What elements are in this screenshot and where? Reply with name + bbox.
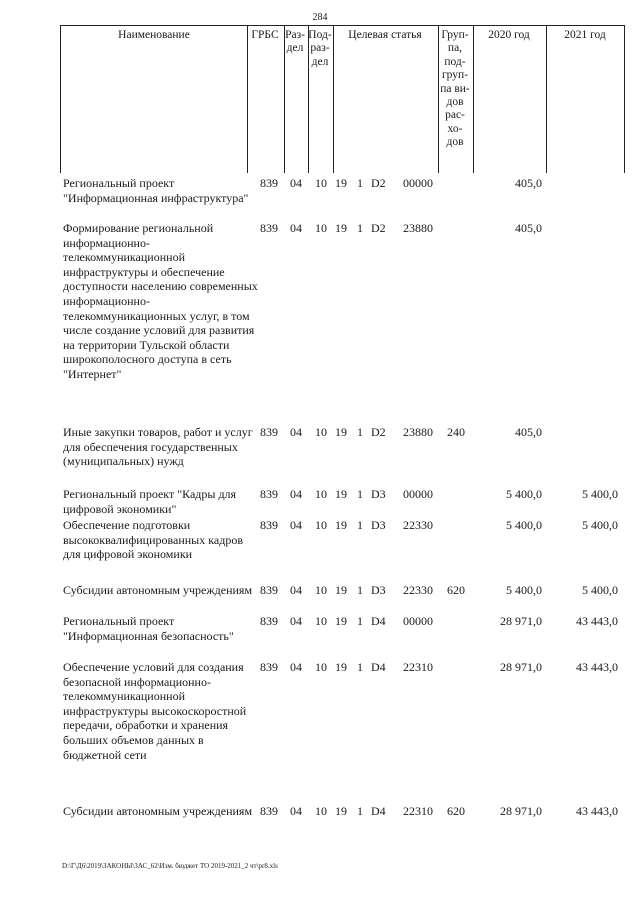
header-2020: 2020 год — [488, 29, 530, 41]
row-target-sub: 1 — [357, 660, 363, 674]
header-podrazdel: Под- раз- дел — [308, 29, 332, 68]
row-target-sub: 1 — [357, 804, 363, 818]
row-target-project: D3 — [371, 487, 386, 501]
row-target-program: 19 — [335, 487, 347, 501]
row-2021: 43 443,0 — [576, 614, 618, 628]
row-grbs: 839 — [260, 221, 278, 235]
row-razdel: 04 — [290, 804, 302, 818]
row-name: Обеспечение подготовки высококвалифицированных кадров для цифровой экономики — [63, 518, 243, 562]
row-target-sub: 1 — [357, 614, 363, 628]
row-target-project: D2 — [371, 221, 386, 235]
row-razdel: 04 — [290, 425, 302, 439]
row-target-sub: 1 — [357, 583, 363, 597]
row-grbs: 839 — [260, 425, 278, 439]
row-target-project: D4 — [371, 804, 386, 818]
row-razdel: 04 — [290, 176, 302, 190]
row-target-program: 19 — [335, 221, 347, 235]
row-target-project: D2 — [371, 425, 386, 439]
header-target: Целевая статья — [348, 29, 422, 41]
row-2021: 5 400,0 — [582, 518, 618, 532]
row-target-code: 22310 — [403, 660, 433, 674]
column-divider — [473, 26, 474, 173]
row-razdel: 04 — [290, 487, 302, 501]
footer-file-path: D:\Г\Д6\2019\ЗАКОНЫ\ЗАС_62\Изм. бюджет ТО 2019-2021_2 чт\pr8.xls — [62, 862, 278, 870]
header-vr: Груп- па, под- груп- па ви- дов рас- хо- дов — [440, 29, 470, 149]
table-header — [60, 25, 625, 173]
row-podrazdel: 10 — [315, 518, 327, 532]
header-grbs: ГРБС — [251, 29, 279, 41]
row-target-program: 19 — [335, 176, 347, 190]
row-2020: 405,0 — [515, 176, 542, 190]
row-target-code: 00000 — [403, 614, 433, 628]
page-number: 284 — [312, 12, 328, 23]
row-grbs: 839 — [260, 487, 278, 501]
row-2020: 28 971,0 — [500, 614, 542, 628]
row-razdel: 04 — [290, 518, 302, 532]
column-divider — [546, 26, 547, 173]
row-target-sub: 1 — [357, 221, 363, 235]
row-name: Региональный проект "Информационная безопасность" — [63, 614, 234, 643]
row-2020: 405,0 — [515, 221, 542, 235]
row-target-project: D4 — [371, 660, 386, 674]
row-target-code: 00000 — [403, 176, 433, 190]
row-target-project: D2 — [371, 176, 386, 190]
row-target-project: D4 — [371, 614, 386, 628]
row-name: Обеспечение условий для создания безопасной информационно-телекоммуникационной инфраструктуры высокоскоростной передачи, обработки и хранения больших объемов данных в бюджетной сети — [63, 660, 247, 762]
row-target-code: 22310 — [403, 804, 433, 818]
row-grbs: 839 — [260, 176, 278, 190]
row-target-project: D3 — [371, 583, 386, 597]
header-razdel: Раз- дел — [285, 29, 305, 55]
row-target-sub: 1 — [357, 487, 363, 501]
row-podrazdel: 10 — [315, 487, 327, 501]
row-razdel: 04 — [290, 221, 302, 235]
row-name: Региональный проект "Кадры для цифровой экономики" — [63, 487, 237, 516]
row-2020: 5 400,0 — [506, 518, 542, 532]
header-2021: 2021 год — [564, 29, 606, 41]
row-podrazdel: 10 — [315, 614, 327, 628]
row-razdel: 04 — [290, 660, 302, 674]
row-2020: 5 400,0 — [506, 487, 542, 501]
row-name: Субсидии автономным учреждениям — [63, 583, 253, 597]
row-name: Формирование региональной информационно-телекоммуникационной инфраструктуры и обеспечение доступности населению современных информационно-телекоммуникационных услуг, в том числе создание условий для развития на территории Тульской области широкополосного доступа в сеть "Интернет" — [63, 221, 258, 381]
row-2021: 5 400,0 — [582, 487, 618, 501]
row-vr: 620 — [447, 804, 465, 818]
row-razdel: 04 — [290, 583, 302, 597]
row-vr: 240 — [447, 425, 465, 439]
row-target-program: 19 — [335, 583, 347, 597]
row-grbs: 839 — [260, 804, 278, 818]
row-name: Иные закупки товаров, работ и услуг для обеспечения государственных (муниципальных) нужд — [63, 425, 253, 469]
row-2020: 28 971,0 — [500, 660, 542, 674]
row-2020: 28 971,0 — [500, 804, 542, 818]
row-razdel: 04 — [290, 614, 302, 628]
row-2021: 43 443,0 — [576, 804, 618, 818]
row-target-program: 19 — [335, 425, 347, 439]
row-grbs: 839 — [260, 660, 278, 674]
row-podrazdel: 10 — [315, 660, 327, 674]
row-grbs: 839 — [260, 614, 278, 628]
row-grbs: 839 — [260, 583, 278, 597]
row-target-sub: 1 — [357, 425, 363, 439]
row-2020: 405,0 — [515, 425, 542, 439]
row-podrazdel: 10 — [315, 176, 327, 190]
row-podrazdel: 10 — [315, 425, 327, 439]
row-target-program: 19 — [335, 614, 347, 628]
row-2021: 5 400,0 — [582, 583, 618, 597]
column-divider — [247, 26, 248, 173]
row-target-program: 19 — [335, 804, 347, 818]
row-vr: 620 — [447, 583, 465, 597]
header-name: Наименование — [118, 29, 190, 41]
row-target-project: D3 — [371, 518, 386, 532]
row-2020: 5 400,0 — [506, 583, 542, 597]
row-target-code: 23880 — [403, 221, 433, 235]
row-name: Субсидии автономным учреждениям — [63, 804, 253, 818]
row-target-sub: 1 — [357, 176, 363, 190]
row-name: Региональный проект "Информационная инфраструктура" — [63, 176, 249, 205]
row-target-sub: 1 — [357, 518, 363, 532]
row-podrazdel: 10 — [315, 804, 327, 818]
row-target-code: 00000 — [403, 487, 433, 501]
row-target-program: 19 — [335, 660, 347, 674]
row-target-program: 19 — [335, 518, 347, 532]
row-podrazdel: 10 — [315, 221, 327, 235]
column-divider — [333, 26, 334, 173]
row-target-code: 23880 — [403, 425, 433, 439]
row-grbs: 839 — [260, 518, 278, 532]
row-target-code: 22330 — [403, 518, 433, 532]
row-2021: 43 443,0 — [576, 660, 618, 674]
row-target-code: 22330 — [403, 583, 433, 597]
row-podrazdel: 10 — [315, 583, 327, 597]
